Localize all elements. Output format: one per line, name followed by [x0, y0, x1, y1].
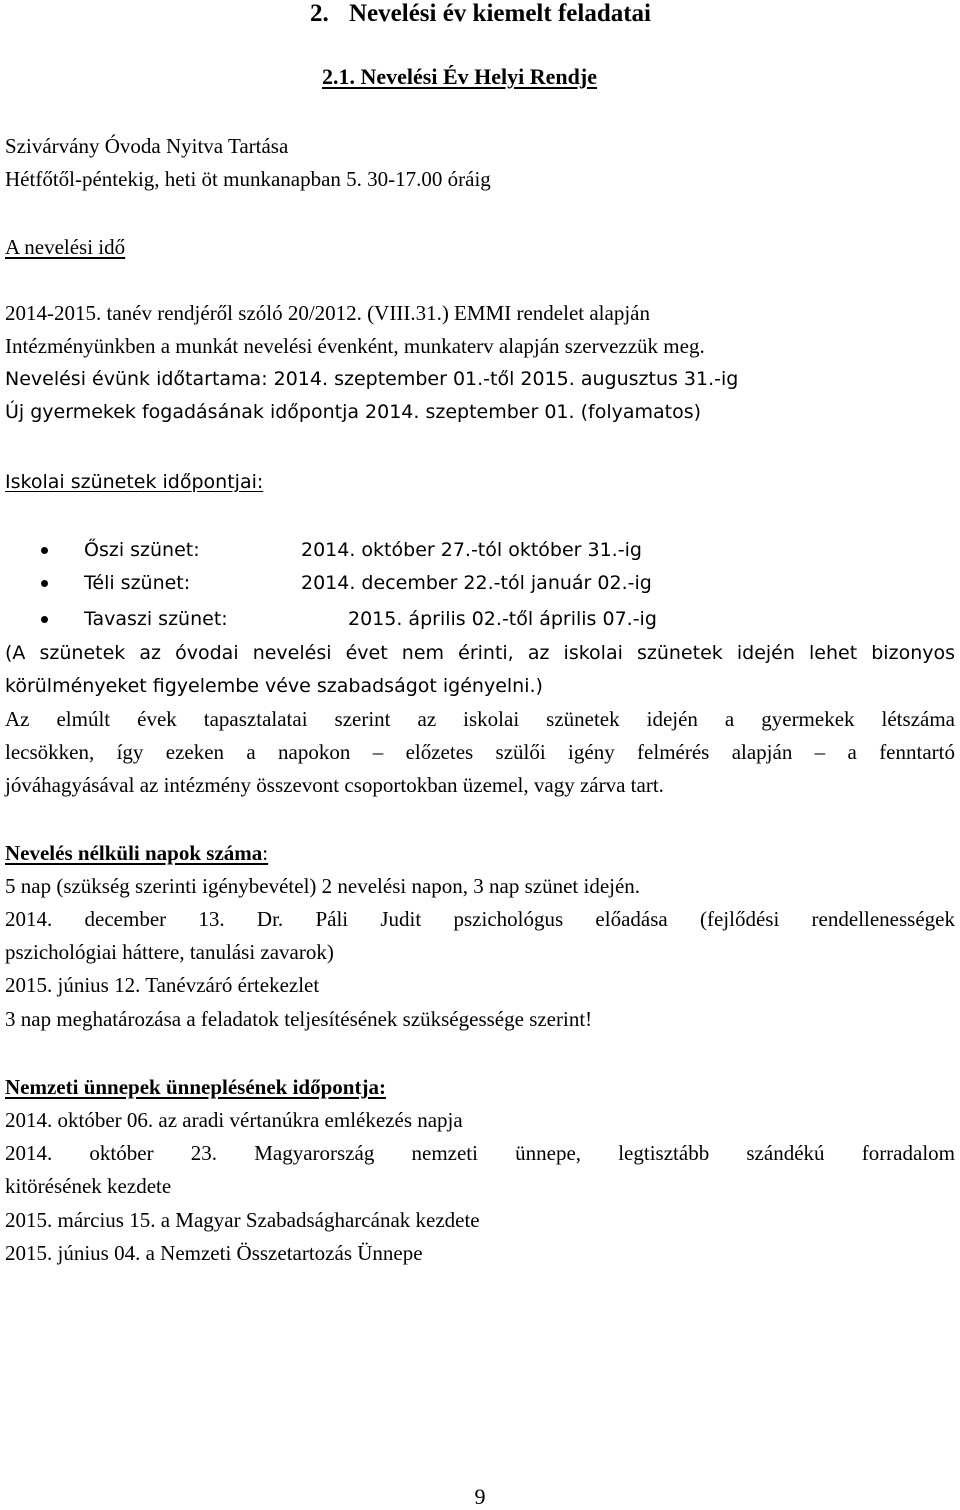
szunet-label: Téli szünet: [84, 572, 191, 594]
szunetek-exp-line-3: jóváhagyásával az intézmény összevont csoportokban üzemel, vagy zárva tart. [5, 773, 664, 797]
unnepek-line-4: 2015. március 15. a Magyar Szabadságharcának kezdete [5, 1208, 480, 1232]
napok-title-colon: : [262, 841, 269, 865]
subheading: 2.1. Nevelési Év Helyi Rendje [322, 64, 597, 89]
neveles-ido-title: A nevelési idő [5, 235, 126, 259]
unnepek-title: Nemzeti ünnepek ünneplésének időpontja: [5, 1075, 386, 1099]
neveles-ido-line-2: Intézményünkben a munkát nevelési évenként, munkaterv alapján szervezzük meg. [5, 334, 705, 358]
heading [310, 0, 651, 30]
napok-title [5, 838, 955, 868]
szunet-label: Tavaszi szünet: [84, 608, 228, 630]
bullet-icon [41, 547, 48, 554]
neveles-ido-line-3: Nevelési évünk időtartama: 2014. szeptember 01.-től 2015. augusztus 31.-ig [5, 368, 739, 390]
unnepek-line-3: kitörésének kezdete [5, 1174, 172, 1198]
bullet-icon [41, 580, 48, 587]
opening-line-2: Hétfőtől-péntekig, heti öt munkanapban 5. 30-17.00 óráig [5, 167, 491, 191]
neveles-ido-line-4: Új gyermekek fogadásának időpontja 2014. szeptember 01. (folyamatos) [5, 401, 702, 423]
heading-title: Nevelési év kiemelt feladatai [349, 0, 651, 27]
napok-line-3: pszichológiai háttere, tanulási zavarok) [5, 940, 334, 964]
szunet-label: Őszi szünet: [84, 539, 200, 561]
szunetek-exp-line-1: Az elmúlt évek tapasztalatai szerint az iskolai szünetek idején a gyermekek létszáma [5, 707, 955, 731]
szunet-value: 2014. december 22.-tól január 02.-ig [301, 572, 652, 594]
napok-line-1: 5 nap (szükség szerinti igénybevétel) 2 nevelési napon, 3 nap szünet idején. [5, 874, 641, 898]
szunetek-note-line-1: (A szünetek az óvodai nevelési évet nem érinti, az iskolai szünetek idején lehet bizonyos [5, 642, 955, 664]
napok-title-text: Nevelés nélküli napok száma [5, 841, 263, 865]
unnepek-line-1: 2014. október 06. az aradi vértanúkra emlékezés napja [5, 1108, 463, 1132]
unnepek-line-5: 2015. június 04. a Nemzeti Összetartozás Ünnepe [5, 1241, 423, 1265]
szunetek-title: Iskolai szünetek időpontjai: [5, 471, 264, 493]
szunet-value: 2015. április 02.-től április 07.-ig [348, 608, 657, 630]
napok-line-4: 2015. június 12. Tanévzáró értekezlet [5, 973, 320, 997]
szunetek-note-line-2: körülményeket figyelembe véve szabadságot igényelni.) [5, 675, 543, 697]
page-number: 9 [474, 1484, 486, 1509]
bullet-icon [41, 616, 48, 623]
napok-line-2: 2014. december 13. Dr. Páli Judit pszichológus előadása (fejlődési rendellenességek [5, 907, 955, 931]
szunet-value: 2014. október 27.-tól október 31.-ig [301, 539, 642, 561]
napok-line-5: 3 nap meghatározása a feladatok teljesítésének szükségessége szerint! [5, 1007, 593, 1031]
heading-number: 2. [310, 0, 329, 27]
szunetek-exp-line-2: lecsökken, így ezeken a napokon – előzetes szülői igény felmérés alapján – a fenntartó [5, 740, 955, 764]
unnepek-line-2: 2014. október 23. Magyarország nemzeti ünnepe, legtisztább szándékú forradalom [5, 1141, 955, 1165]
neveles-ido-line-1: 2014-2015. tanév rendjéről szóló 20/2012. (VIII.31.) EMMI rendelet alapján [5, 301, 650, 325]
opening-line-1: Szivárvány Óvoda Nyitva Tartása [5, 134, 289, 158]
